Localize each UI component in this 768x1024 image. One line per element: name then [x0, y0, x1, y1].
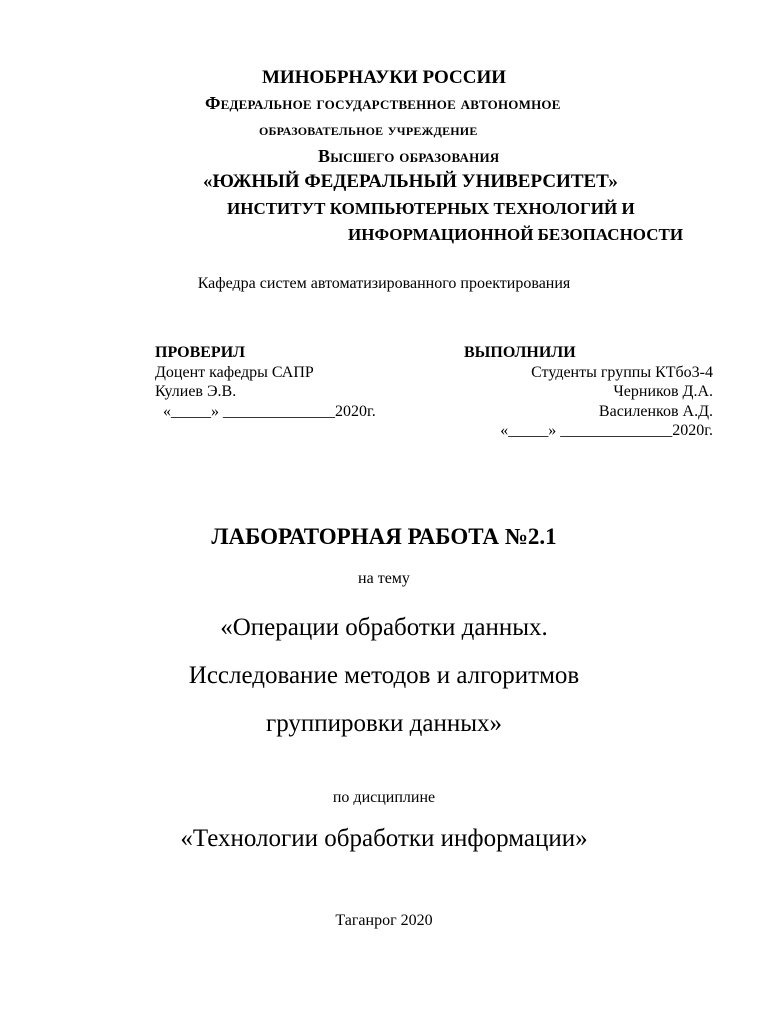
checked-heading: ПРОВЕРИЛ [155, 344, 246, 361]
institute-name-line-2: ИНФОРМАЦИОННОЙ БЕЗОПАСНОСТИ [348, 225, 684, 244]
checked-date-line: «_____» ______________2020г. [163, 402, 376, 420]
performed-heading [464, 343, 677, 363]
performed-position: Студенты группы КТбо3-4 [531, 363, 713, 381]
institution-type-line: Федеральное государственное автономное [205, 93, 561, 113]
institute-name-line-1: ИНСТИТУТ КОМПЬЮТЕРНЫХ ТЕХНОЛОГИЙ И [227, 199, 635, 218]
ministry-heading: МИНОБРНАУКИ РОССИИ [261, 67, 507, 88]
topic-line-3: группировки данных» [265, 710, 502, 737]
checked-block [155, 343, 376, 421]
checked-name: Кулиев Э.В. [155, 383, 237, 400]
performed-name-1: Черников Д.А. [613, 383, 713, 400]
city-year: Таганрог 2020 [335, 912, 433, 929]
university-name: «ЮЖНЫЙ ФЕДЕРАЛЬНЫЙ УНИВЕРСИТЕТ» [203, 171, 618, 192]
lab-title: ЛАБОРАТОРНАЯ РАБОТА №2.1 [211, 524, 557, 549]
by-discipline-label: по дисциплине [332, 789, 436, 806]
department-name: Кафедра систем автоматизированного проектирования [197, 275, 571, 292]
on-theme-label: на тему [358, 570, 410, 587]
checked-position: Доцент кафедры САПР [155, 363, 314, 381]
performed-name-2: Василенков А.Д. [598, 402, 713, 420]
topic-line-2: Исследование методов и алгоритмов [188, 662, 580, 689]
performed-heading-text: ВЫПОЛНИЛИ [464, 344, 576, 361]
institution-type-line-2: образовательное учреждение [259, 120, 478, 139]
discipline-name: «Технологии обработки информации» [180, 825, 588, 852]
education-level-line: Высшего образования [318, 146, 500, 166]
performed-date-line: «_____» ______________2020г. [500, 422, 713, 439]
topic-line-1: «Операции обработки данных. [220, 614, 548, 641]
performed-block [464, 343, 713, 441]
topic-block [0, 604, 768, 748]
